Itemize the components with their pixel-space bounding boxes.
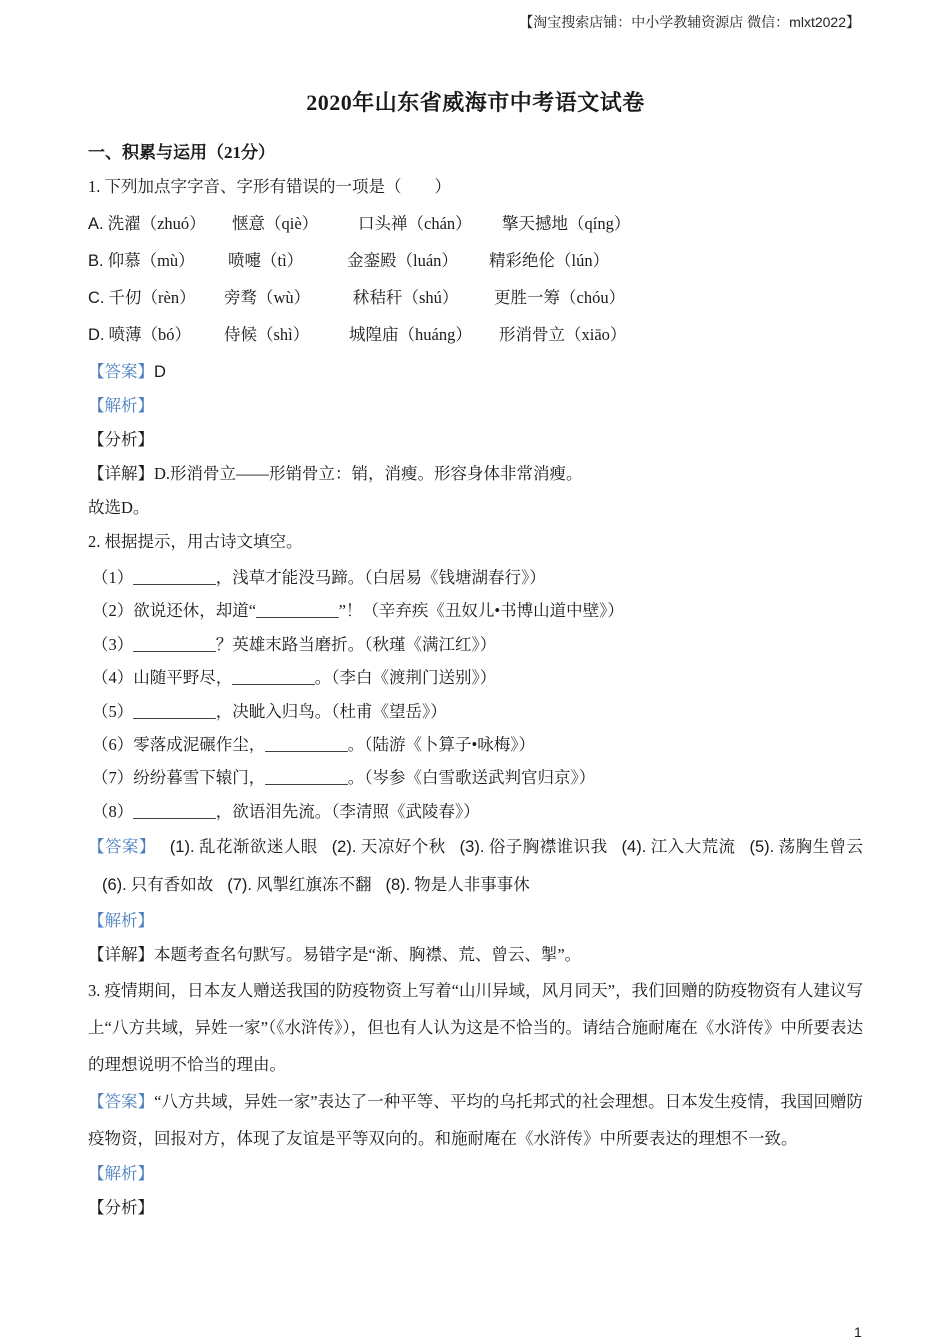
option-cell [88, 316, 191, 354]
q1-option-c [88, 279, 863, 316]
jiexi-tag: 【解析】 [88, 396, 154, 415]
option-item: 秫秸秆（shú） [353, 288, 459, 307]
option-item: 千仞（rèn） [108, 288, 196, 307]
answer-tag: 【答案】 [88, 837, 156, 857]
answer-item [170, 837, 318, 856]
q2-item-2: （2）欲说还休，却道“__________”！（辛弃疾《丑奴儿•书博山道中壁》） [92, 601, 624, 621]
q1-answer [88, 355, 863, 389]
q2-answer [88, 828, 863, 904]
option-item: 擎天撼地（qíng） [502, 214, 631, 233]
q2-item-1: （1）__________，浅草才能没马蹄。（白居易《钱塘湖春行》） [92, 568, 546, 587]
option-item: 旁骛（wù） [224, 288, 311, 307]
q3-jiexi [88, 1157, 863, 1191]
answer-text: 江入大荒流 [650, 837, 736, 857]
option-item: 喷嚏（tì） [228, 251, 304, 270]
answer-number: (2). [331, 838, 357, 857]
page-title: 2020年山东省威海市中考语文试卷 [306, 90, 645, 115]
answer-tag: 【答案】 [88, 1092, 155, 1112]
q1-conclusion: 故选D。 [88, 498, 150, 517]
jiexi-tag: 【解析】 [88, 1164, 154, 1184]
answer-item [750, 837, 864, 856]
header-note: 【淘宝搜索店铺：中小学教辅资源店 微信：mlxt2022】 [519, 14, 860, 30]
option-item: 惬意（qiè） [232, 214, 319, 233]
option-label: B. [88, 252, 104, 270]
q2-item-8: （8）__________，欲语泪先流。（李清照《武陵春》） [92, 801, 480, 821]
answer-text: “八方共域，异姓一家”表达了一种平等、平均的乌托邦式的社会理想。日本发生疫情，我国回赠防疫物资，回报对方，体现了友谊是平等双向的。和施耐庵在《水浒传》中所要表达的理想不一致。 [88, 1092, 864, 1149]
option-item: 洗濯（zhuó） [107, 214, 206, 233]
q2-stem: 2. 根据提示，用古诗文填空。 [88, 532, 303, 551]
xiangjie-text: D.形消骨立——形销骨立：销，消瘦。形容身体非常消瘦。 [154, 464, 583, 483]
option-item: 城隍庙（huáng） [349, 325, 472, 344]
answer-number: (7). [227, 876, 252, 895]
q1-jiexi [88, 389, 863, 423]
answer-number: (4). [621, 838, 647, 857]
q2-item-3: （3）__________？英雄末路当磨折。（秋瑾《满江红》） [92, 634, 497, 654]
answer-text: 乱花渐欲迷人眼 [198, 837, 318, 857]
answer-text: 荡胸生曾云 [778, 837, 864, 857]
answer-text: 物是人非事事休 [414, 875, 530, 895]
option-label: D. [88, 326, 105, 344]
q3-answer [88, 1083, 863, 1157]
document-body [88, 0, 863, 1225]
q1-option-d [88, 316, 863, 353]
option-label: C. [88, 289, 105, 307]
answer-text: 只有香如故 [130, 875, 214, 895]
page-number: 1 [854, 1324, 862, 1340]
answer-item [622, 837, 736, 856]
answer-text: 天凉好个秋 [360, 837, 446, 857]
section-heading: 一、积累与运用（21分） [88, 143, 275, 162]
q3-fenxi [88, 1191, 863, 1225]
answer-item [332, 837, 446, 856]
answer-number: (6). [102, 876, 127, 895]
fenxi-tag: 【分析】 [88, 430, 154, 449]
option-cell [88, 279, 196, 317]
option-item: 金銮殿（luán） [347, 251, 458, 270]
option-item: 侍候（shì） [224, 325, 310, 344]
answer-item [102, 875, 213, 894]
answer-item [227, 875, 371, 894]
answer-text: 俗子胸襟谁识我 [488, 837, 608, 857]
option-cell [88, 242, 195, 280]
q1-xiangjie [88, 457, 863, 491]
option-cell [88, 205, 206, 243]
option-item: 形消骨立（xiāo） [499, 325, 627, 344]
option-item: 精彩绝伦（lún） [489, 251, 610, 270]
option-item: 喷薄（bó） [108, 325, 191, 344]
xiangjie-tag: 【详解】 [88, 945, 154, 965]
q2-item-5: （5）__________，决眦入归鸟。（杜甫《望岳》） [92, 701, 447, 721]
option-item: 口头禅（chán） [358, 214, 472, 233]
option-label: A. [88, 215, 104, 233]
answer-number: (5). [749, 838, 775, 857]
answer-value: D [154, 363, 166, 381]
q2-item-6: （6）零落成泥碾作尘，__________。（陆游《卜算子•咏梅》） [92, 735, 536, 755]
answer-tag: 【答案】 [88, 362, 154, 381]
answer-item [460, 837, 608, 856]
xiangjie-text: 本题考查名句默写。易错字是“渐、胸襟、荒、曾云、掣”。 [154, 945, 582, 965]
answer-item [386, 875, 530, 894]
option-item: 仰慕（mù） [107, 251, 195, 270]
q1-option-a [88, 205, 863, 242]
q1-fenxi [88, 423, 863, 457]
q2-jiexi [88, 904, 863, 938]
answer-number: (3). [459, 838, 485, 857]
fenxi-tag: 【分析】 [88, 1198, 154, 1218]
q2-item-4: （4）山随平野尽，__________。（李白《渡荆门送别》） [92, 668, 497, 688]
option-item: 更胜一筹（chóu） [494, 288, 626, 307]
q1-option-b [88, 242, 863, 279]
q2-xiangjie [88, 938, 863, 972]
xiangjie-tag: 【详解】 [88, 464, 154, 483]
jiexi-tag: 【解析】 [88, 911, 154, 931]
answer-number: (1). [169, 838, 195, 857]
answer-text: 风掣红旗冻不翻 [256, 875, 372, 895]
q3-stem: 3. 疫情期间，日本友人赠送我国的防疫物资上写着“山川异域，风月同天”，我们回赠的防疫物资有人建议写上“八方共域，异姓一家”（《水浒传》），但也有人认为这是不恰当的。请结合施耐庵在《水浒传》中所要表达的理想说明不恰当的理由。 [88, 981, 863, 1075]
answer-number: (8). [385, 876, 411, 895]
q2-item-7: （7）纷纷暮雪下辕门，__________。（岑参《白雪歌送武判官归京》） [92, 768, 596, 788]
q1-stem: 1. 下列加点字字音、字形有错误的一项是（ ） [88, 177, 451, 196]
